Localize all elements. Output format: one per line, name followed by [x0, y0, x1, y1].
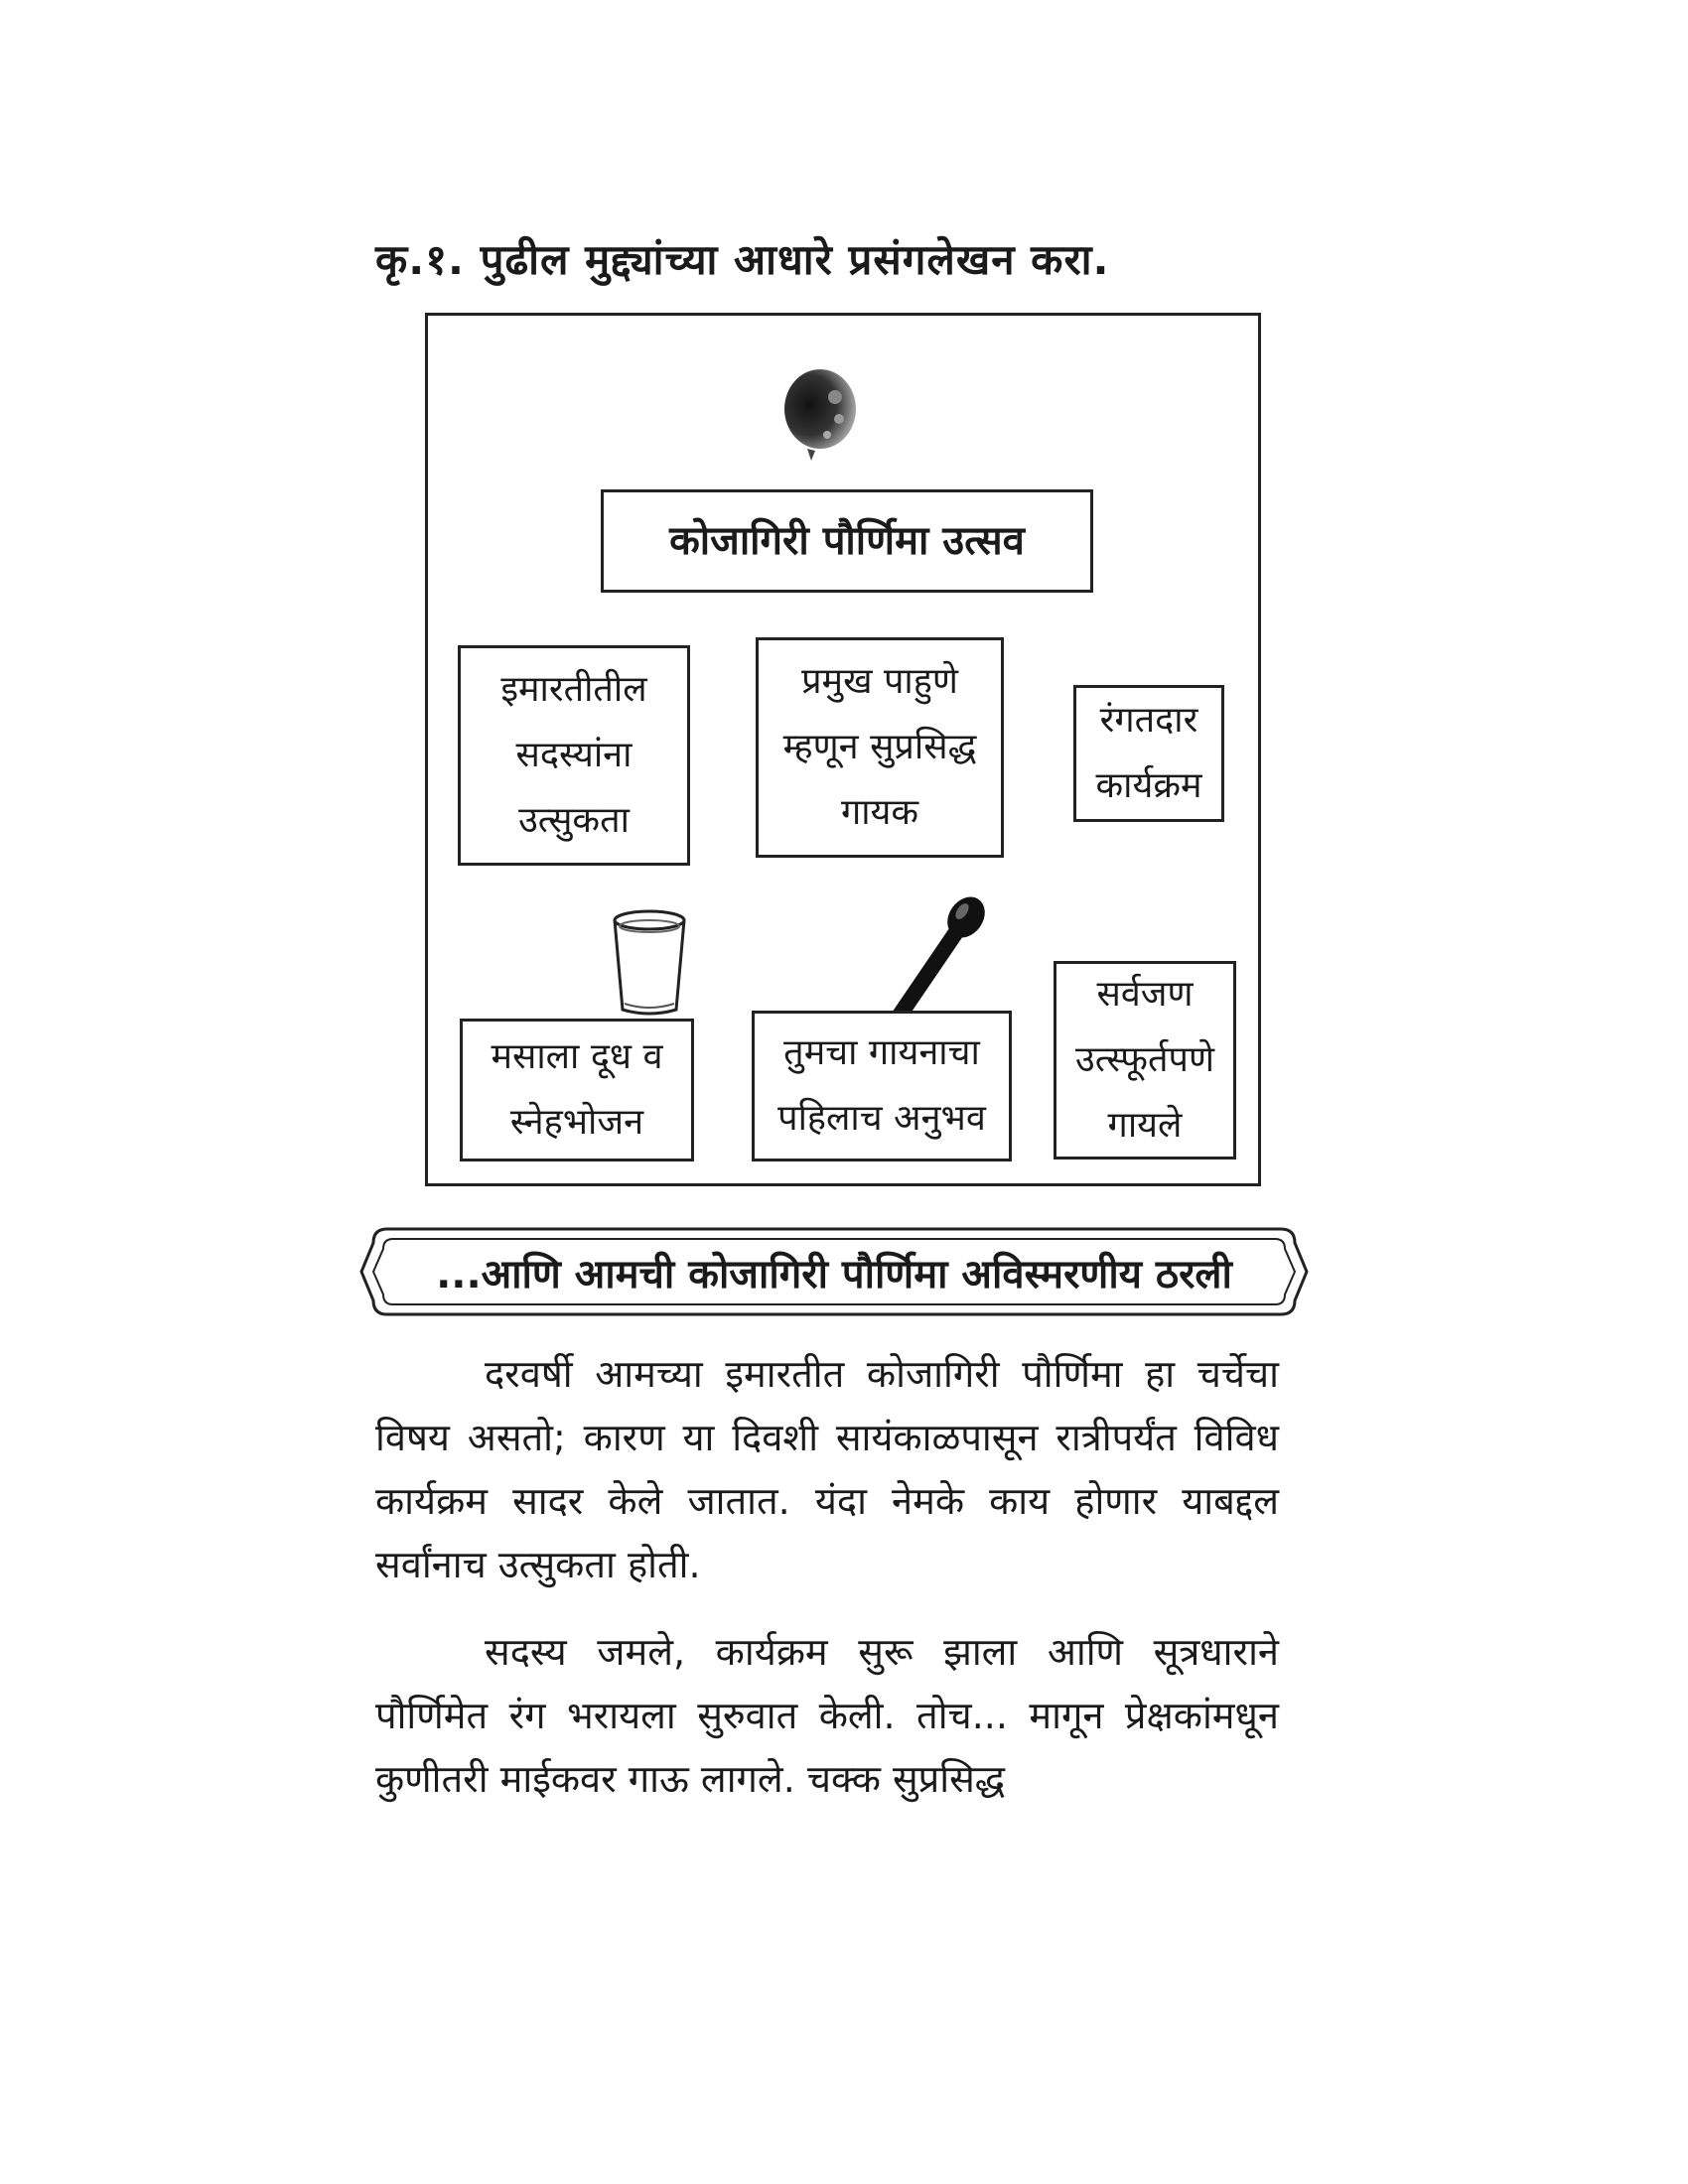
essay-title: ...आणि आमची कोजागिरी पौर्णिमा अविस्मरणीय ठरली: [436, 1251, 1232, 1297]
topic-points-diagram: [425, 313, 1261, 1186]
point-box-3: रंगतदार कार्यक्रम: [1073, 685, 1224, 822]
point-box-2: प्रमुख पाहुणे म्हणून सुप्रसिद्ध गायक: [756, 637, 1004, 858]
point-box-5: तुमचा गायनाचा पहिलाच अनुभव: [752, 1011, 1012, 1161]
microphone-icon: [875, 891, 994, 1030]
essay-title-banner: [357, 1223, 1311, 1320]
diagram-title-box: कोजागिरी पौर्णिमा उत्सव: [601, 489, 1093, 593]
moon-icon: [777, 357, 863, 467]
essay-paragraph-1: दरवर्षी आमच्या इमारतीत कोजागिरी पौर्णिमा हा चर्चेचा विषय असतो; कारण या दिवशी सायंकाळपासून रात्रीपर्यंत विविध कार्यक्रम सादर केले जातात. यंदा नेमके काय होणार याबद्दल सर्वांनाच उत्सुकता होती.: [375, 1352, 1279, 1586]
question-heading: कृ.१. पुढील मुद्द्यांच्या आधारे प्रसंगलेखन करा.: [375, 235, 1110, 284]
point-box-1: इमारतीतील सदस्यांना उत्सुकता: [458, 645, 690, 866]
point-box-6: सर्वजण उत्स्फूर्तपणे गायले: [1054, 961, 1236, 1160]
glass-icon: [609, 908, 690, 1020]
point-box-4: मसाला दूध व स्नेहभोजन: [460, 1019, 694, 1161]
essay-paragraph-2: सदस्य जमले, कार्यक्रम सुरू झाला आणि सूत्रधाराने पौर्णिमेत रंग भरायला सुरुवात केली. तोच... मागून प्रेक्षकांमधून कुणीतरी माईकवर गाऊ लागले. चक्क सुप्रसिद्ध: [375, 1630, 1279, 1801]
